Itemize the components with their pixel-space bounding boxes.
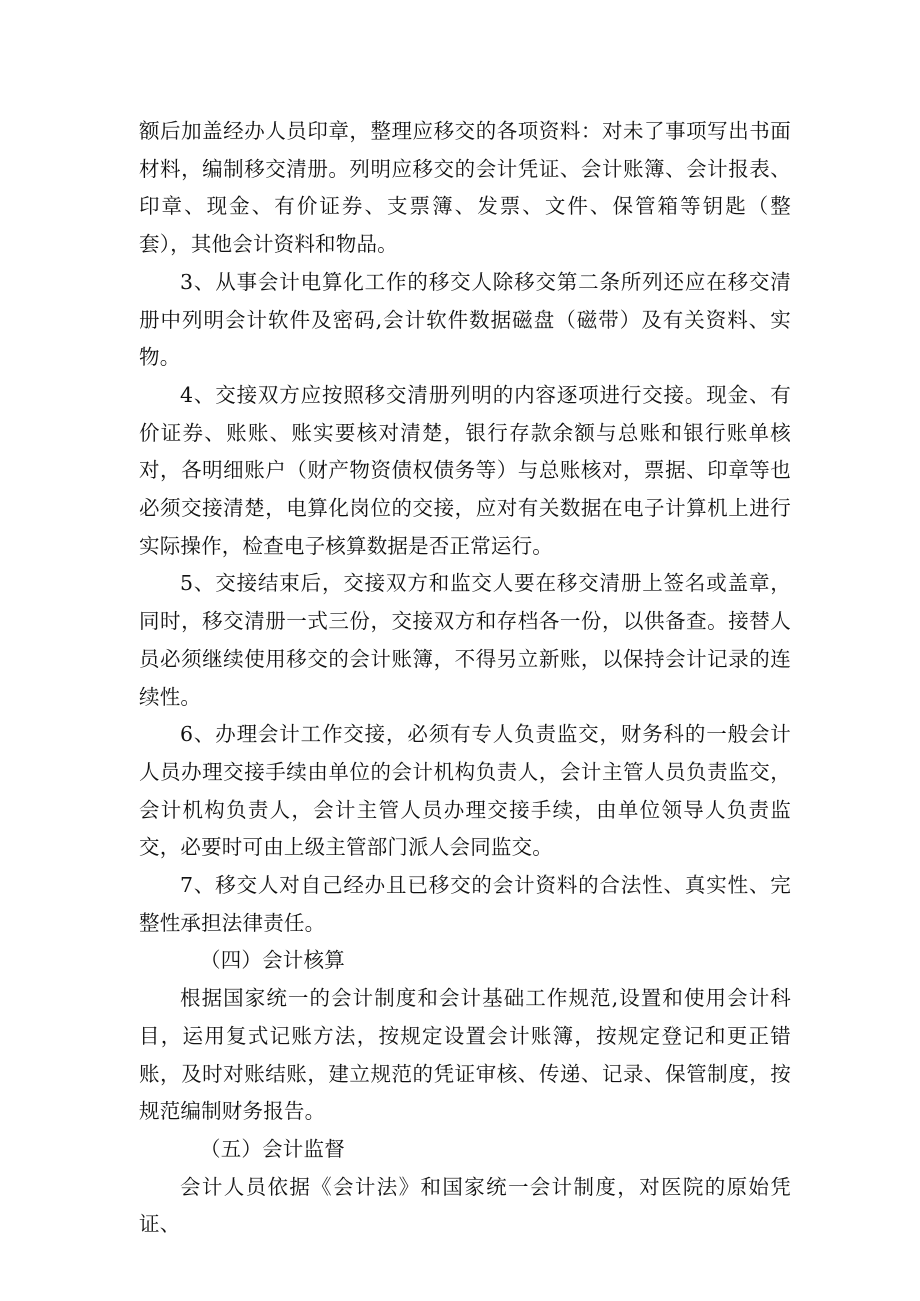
section-heading-accounting: （四）会计核算 xyxy=(200,948,345,973)
paragraph-item-5: 5、交接结束后，交接双方和监交人要在移交清册上签名或盖章，同时，移交清册一式三份，交接双方和存档各一份，以供备查。接替人员必须继续使用移交的会计账簿，不得另立新账，以保持会计记录的连续性。 xyxy=(139,571,791,709)
paragraph-item-4: 4、交接双方应按照移交清册列明的内容逐项进行交接。现金、有价证券、账账、账实要核对清楚，银行存款余额与总账和银行账单核对，各明细账户（财产物资债权债务等）与总账核对，票据、印章等也必须交接清楚，电算化岗位的交接，应对有关数据在电子计算机上进行实际操作，检查电子核算数据是否正常运行。 xyxy=(139,382,791,558)
paragraph-item-3: 3、从事会计电算化工作的移交人除移交第二条所列还应在移交清册中列明会计软件及密码,会计软件数据磁盘（磁带）及有关资料、实物。 xyxy=(139,269,791,370)
paragraph-item-7: 7、移交人对自己经办且已移交的会计资料的合法性、真实性、完整性承担法律责任。 xyxy=(139,873,791,935)
document-body xyxy=(139,113,791,1244)
paragraph-accounting: 根据国家统一的会计制度和会计基础工作规范,设置和使用会计科目，运用复式记账方法，按规定设置会计账簿，按规定登记和更正错账，及时对账结账，建立规范的凭证审核、传递、记录、保管制度，按规范编制财务报告。 xyxy=(139,986,791,1124)
paragraph-item-6: 6、办理会计工作交接，必须有专人负责监交，财务科的一般会计人员办理交接手续由单位的会计机构负责人，会计主管人员负责监交，会计机构负责人，会计主管人员办理交接手续，由单位领导人负责监交，必要时可由上级主管部门派人会同监交。 xyxy=(139,722,791,860)
paragraph-continued: 额后加盖经办人员印章，整理应移交的各项资料：对未了事项写出书面材料，编制移交清册。列明应移交的会计凭证、会计账簿、会计报表、印章、现金、有价证券、支票簿、发票、文件、保管箱等钥匙（整套），其他会计资料和物品。 xyxy=(139,119,791,257)
paragraph-supervision: 会计人员依据《会计法》和国家统一会计制度，对医院的原始凭证、 xyxy=(139,1174,791,1237)
section-heading-supervision: （五）会计监督 xyxy=(200,1136,345,1161)
